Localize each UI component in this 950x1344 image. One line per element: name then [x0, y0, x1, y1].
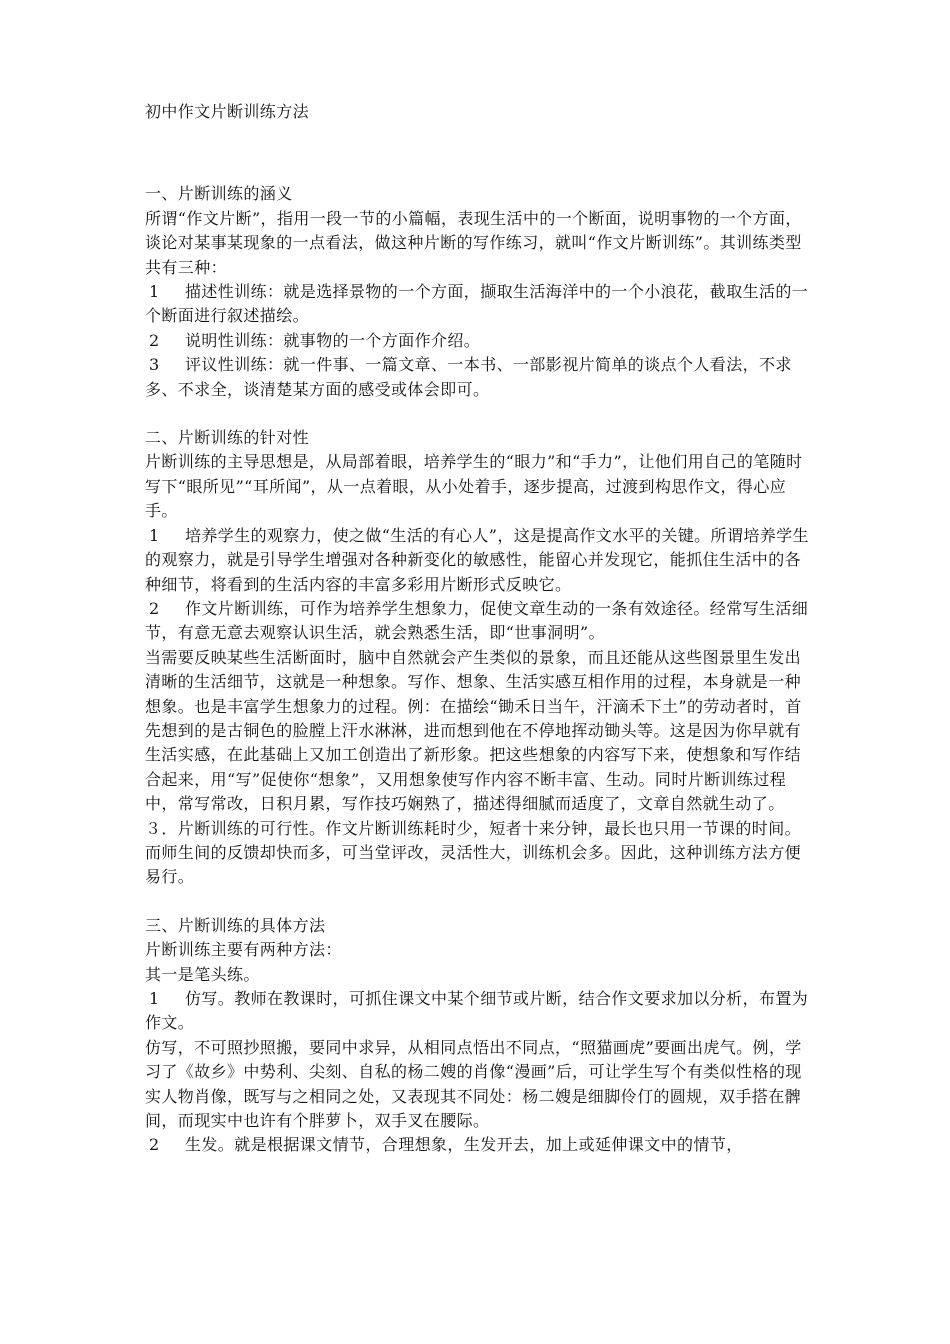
paragraph — [145, 450, 815, 523]
section-3 — [145, 914, 815, 1158]
paragraph-text: 评议性训练：就一件事、一篇文章、一本书、一部影视片简单的谈点个人看法，不求多、不求全，谈清楚某方面的感受或体会即可。 — [145, 355, 792, 399]
numbered-paragraph — [145, 1133, 815, 1157]
section-heading: 二、片断训练的针对性 — [145, 428, 310, 448]
paragraph — [145, 1036, 815, 1134]
section-2 — [145, 426, 815, 890]
paragraph-text: 生发。就是根据课文情节，合理想象，生发开去，加上或延伸课文中的情节， — [185, 1135, 743, 1155]
numbered-paragraph — [145, 353, 815, 402]
paragraph — [145, 938, 815, 962]
paragraph — [145, 817, 815, 890]
paragraph-number: 1 — [149, 989, 160, 1008]
paragraph-number: 2 — [149, 1135, 160, 1155]
paragraph-number: 3 — [149, 355, 160, 375]
numbered-paragraph — [145, 524, 815, 597]
section-1 — [145, 182, 815, 402]
numbered-paragraph — [145, 280, 815, 329]
numbered-paragraph — [145, 597, 815, 646]
paragraph-text: 当需要反映某些生活断面时，脑中自然就会产生类似的景象，而且还能从这些图景里生发出清晰的生活细节，这就是一种想象。写作、想象、生活实感互相作用的过程，本身就是一种想象。也是丰富学生想象力的过程。例：在描绘“锄禾日当午，汗滴禾下土”的劳动者时，首先想到的是古铜色的脸膛上汗水淋淋，进而想到他在不停地挥动锄头等。这是因为你早就有生活实感，在此基础上又加工创造出了新形象。把这些想象的内容写下来，使想象和写作结合起来，用“写”促使你“想象”，又用想象使写作内容不断丰富、生动。同时片断训练过程中，常写常改，日积月累，写作技巧娴熟了，描述得细腻而适度了，文章自然就生动了。 — [145, 647, 802, 814]
paragraph — [145, 207, 815, 280]
paragraph — [145, 646, 815, 817]
paragraph-text: 片断训练的主导思想是，从局部着眼，培养学生的“眼力”和“手力”，让他们用自己的笔随时写下“眼所见”“耳所闻”，从一点着眼，从小处着手，逐步提高，过渡到构思作文，得心应手。 — [145, 452, 803, 521]
numbered-paragraph — [145, 987, 815, 1036]
paragraph-number: 1 — [149, 282, 160, 302]
section-heading: 三、片断训练的具体方法 — [145, 915, 326, 935]
paragraph-text: 片断训练主要有两种方法： — [145, 940, 342, 960]
section-heading: 一、片断训练的涵义 — [145, 184, 293, 204]
paragraph-text: 所谓“作文片断”，指用一段一节的小篇幅，表现生活中的一个断面，说明事物的一个方面，谈论对某事某现象的一点看法，做这种片断的写作练习，就叫“作文片断训练”。其训练类型共有三种： — [145, 208, 802, 277]
paragraph-number: 2 — [149, 598, 160, 618]
paragraph — [145, 963, 815, 987]
paragraph-text: 其一是笔头练。 — [145, 964, 260, 984]
paragraph-text: 作文片断训练，可作为培养学生想象力，促使文章生动的一条有效途径。经常写生活细节，有意无意去观察认识生活，就会熟悉生活，即“世事洞明”。 — [145, 598, 809, 643]
paragraph-text: 描述性训练：就是选择景物的一个方面，撷取生活海洋中的一个小浪花，截取生活的一个断面进行叙述描绘。 — [145, 282, 809, 326]
paragraph-text: 培养学生的观察力，使之做“生活的有心人”，这是提高作文水平的关键。所谓培养学生的观察力，就是引导学生增强对各种新变化的敏感性，能留心并发现它，能抓住生活中的各种细节，将看到的生活内容的丰富多彩用片断形式反映它。 — [145, 525, 809, 594]
paragraph-text: 说明性训练：就事物的一个方面作介绍。 — [185, 330, 481, 350]
document-title: 初中作文片断训练方法 — [145, 102, 310, 121]
document-body — [145, 100, 815, 1182]
paragraph-text: 仿写，不可照抄照搬，要同中求异，从相同点悟出不同点，“照猫画虎”要画出虎气。例，学习了《故乡》中势利、尖刻、自私的杨二嫂的肖像“漫画”后，可让学生写个有类似性格的现实人物肖像，既写与之相同之处，又表现其不同处：杨二嫂是细脚伶仃的圆规，双手搭在髀间，而现实中也许有个胖萝卜，双手叉在腰际。 — [145, 1037, 802, 1131]
paragraph-text: 仿写。教师在教课时，可抓住课文中某个细节或片断，结合作文要求加以分析，布置为作文。 — [145, 989, 809, 1033]
paragraph-number: 1 — [149, 525, 160, 545]
numbered-paragraph — [145, 329, 815, 353]
paragraph-text: ３．片断训练的可行性。作文片断训练耗时少，短者十来分钟，最长也只用一节课的时间。而师生间的反馈却快而多，可当堂评改，灵活性大，训练机会多。因此，这种训练方法方便易行。 — [145, 818, 802, 887]
paragraph-number: 2 — [149, 330, 160, 350]
